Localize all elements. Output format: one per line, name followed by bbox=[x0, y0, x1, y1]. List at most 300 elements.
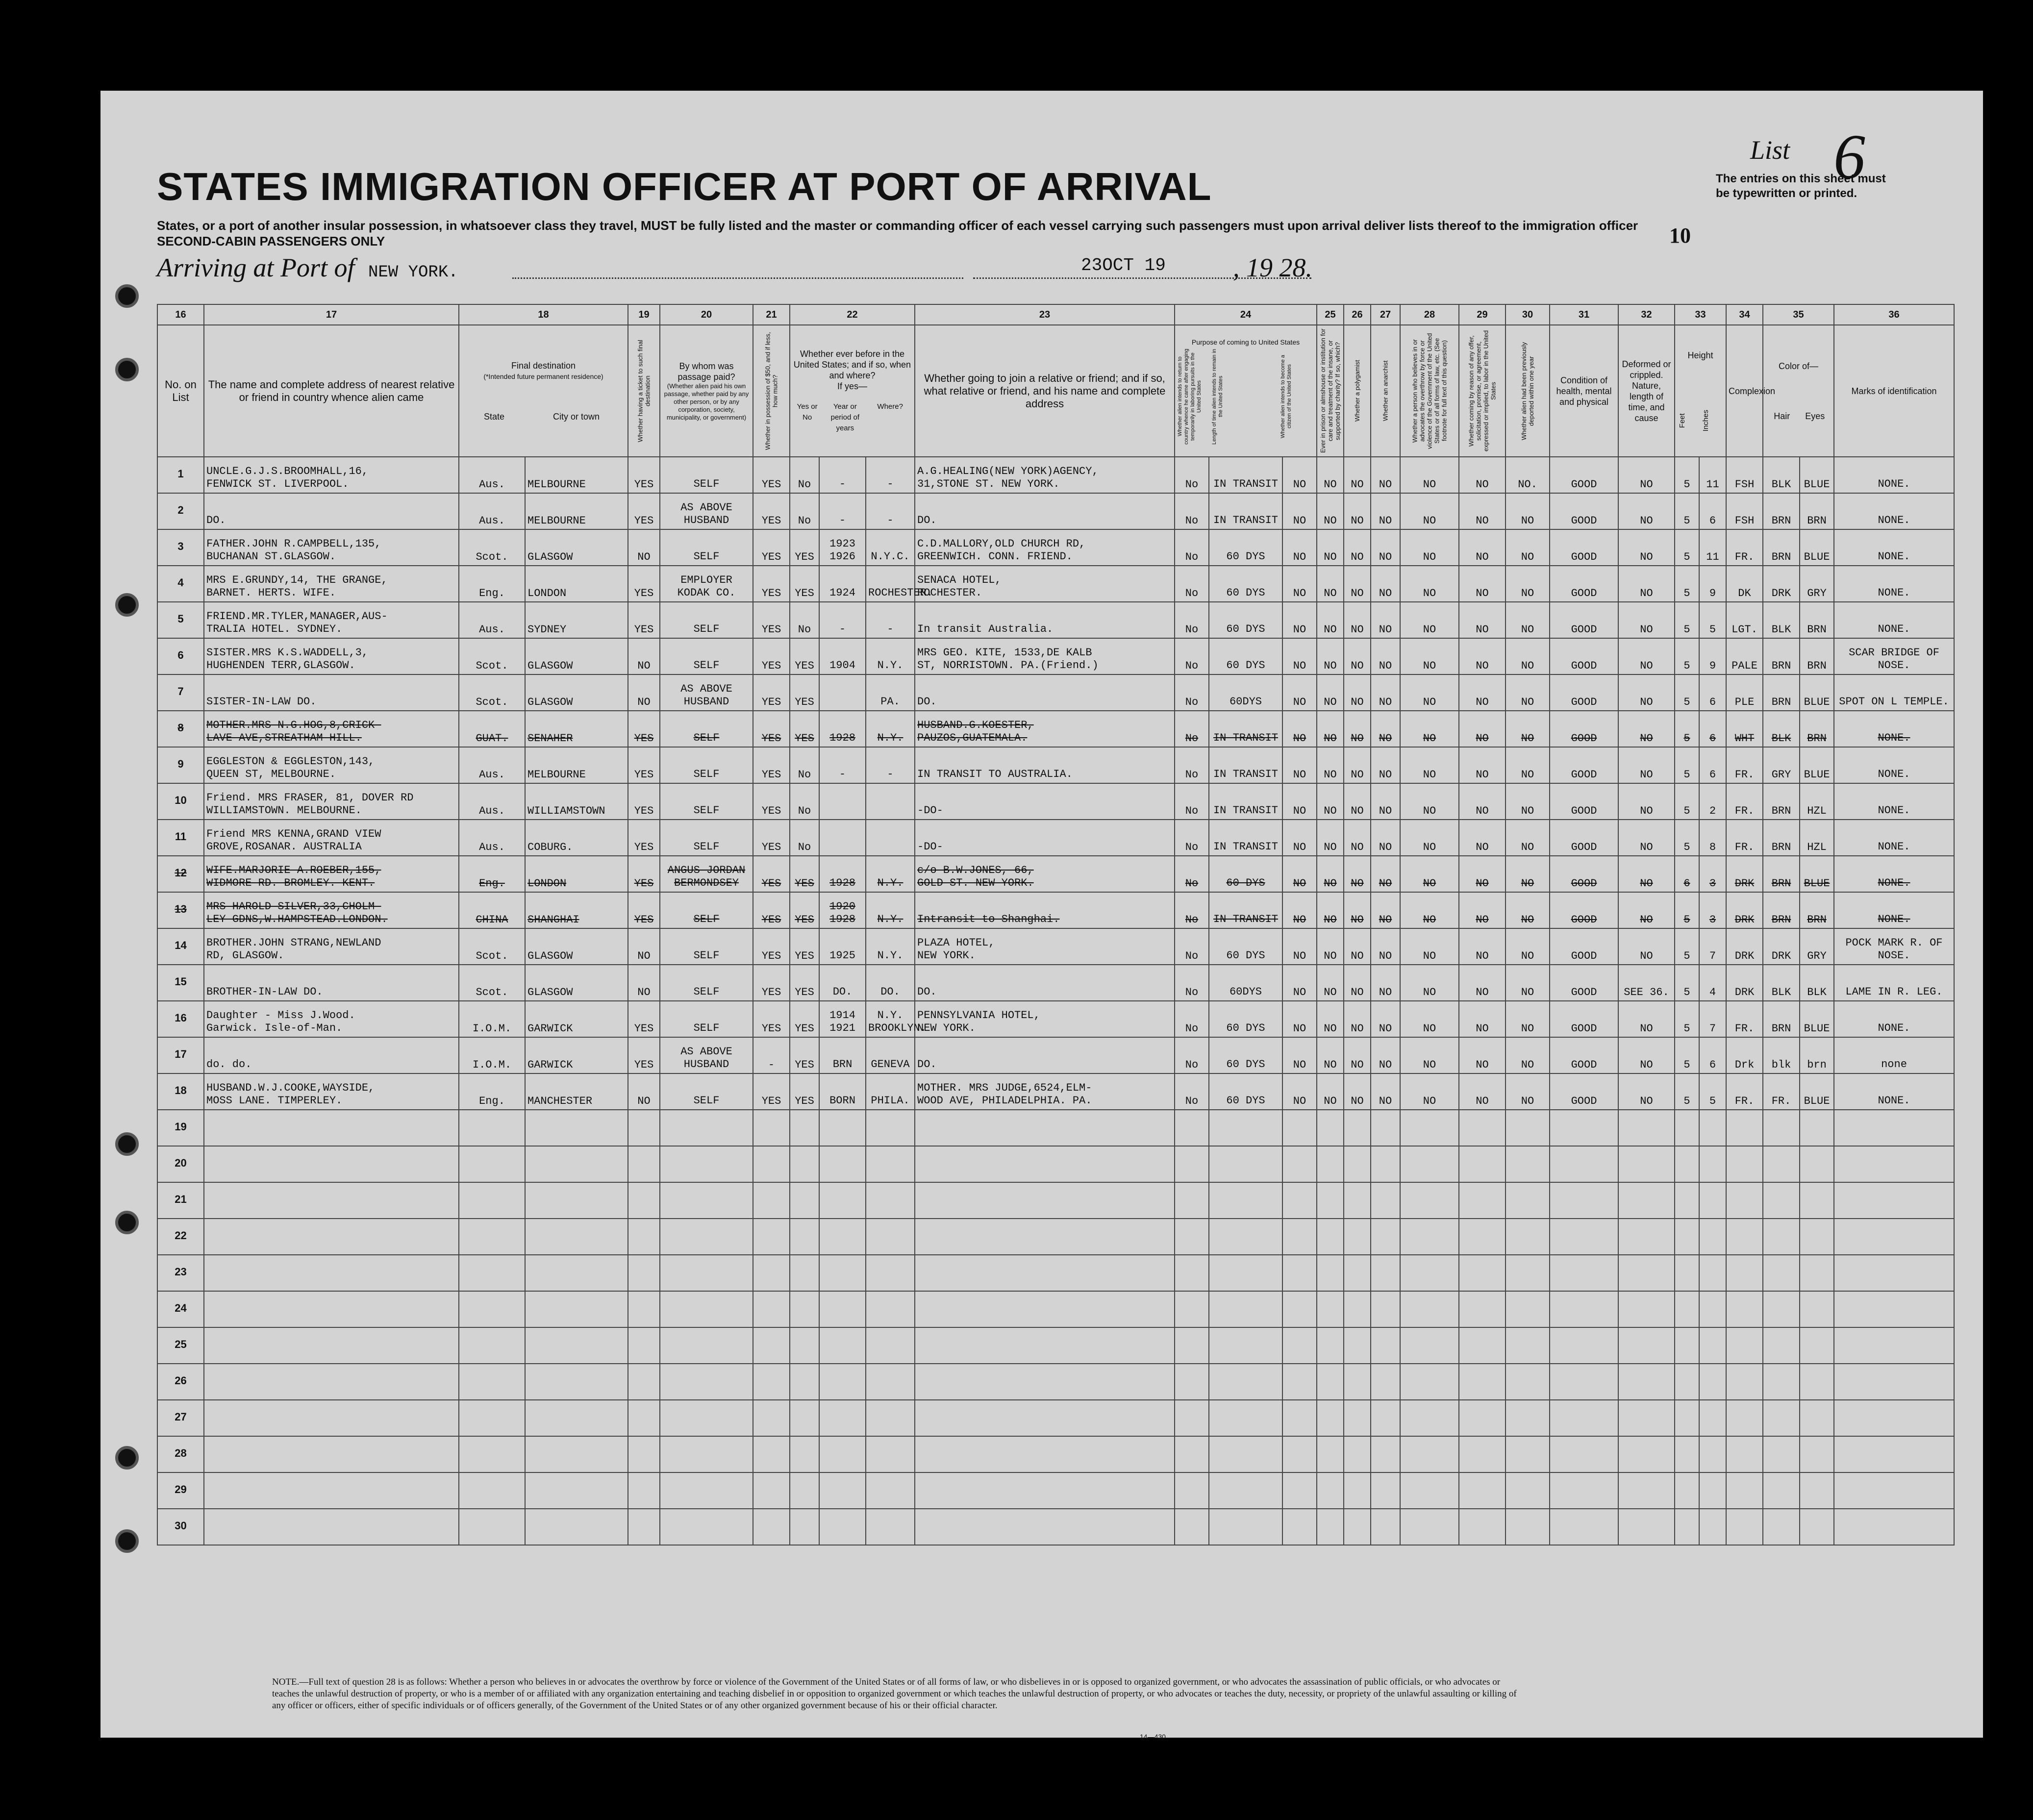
empty-cell bbox=[1675, 1146, 1699, 1182]
cell-line: MRS E.GRUNDY,14, THE GRANGE, bbox=[206, 574, 388, 586]
row-number: 24 bbox=[157, 1291, 204, 1327]
empty-cell bbox=[1618, 1146, 1675, 1182]
empty-cell bbox=[1675, 1182, 1699, 1219]
empty-cell bbox=[1800, 1255, 1834, 1291]
empty-cell bbox=[1175, 1400, 1209, 1436]
empty-cell bbox=[1344, 1146, 1371, 1182]
cell-fifty: YES bbox=[753, 928, 790, 965]
cell-c31: GOOD bbox=[1550, 602, 1618, 638]
cell-before: YES bbox=[790, 1037, 819, 1073]
empty-cell bbox=[1834, 1291, 1954, 1327]
cell-eyes: GRY bbox=[1800, 928, 1834, 965]
cell-line: NEW YORK. bbox=[917, 949, 976, 962]
empty-cell bbox=[1209, 1146, 1282, 1182]
cell-c25: NO bbox=[1317, 747, 1344, 783]
cell-in: 5 bbox=[1699, 1073, 1726, 1110]
empty-cell bbox=[525, 1182, 628, 1219]
empty-cell bbox=[1550, 1255, 1618, 1291]
cell-fifty: - bbox=[753, 1037, 790, 1073]
cell-comp: FR. bbox=[1726, 783, 1763, 820]
empty-cell bbox=[753, 1255, 790, 1291]
empty-cell bbox=[525, 1472, 628, 1509]
empty-cell bbox=[660, 1255, 753, 1291]
cell-c27: NO bbox=[1371, 529, 1400, 566]
column-header-row bbox=[157, 325, 1954, 457]
cell-state: Scot. bbox=[459, 928, 525, 965]
empty-cell bbox=[525, 1400, 628, 1436]
cell-where: N.Y. bbox=[866, 856, 915, 892]
cell-in: 6 bbox=[1699, 493, 1726, 529]
empty-cell bbox=[866, 1182, 915, 1219]
cell-where: - bbox=[866, 457, 915, 493]
cell-comp: FR. bbox=[1726, 747, 1763, 783]
empty-cell bbox=[1763, 1327, 1800, 1364]
column-number: 25 bbox=[1317, 304, 1344, 325]
state-label: State bbox=[483, 411, 505, 422]
cell-where: N.Y.C. bbox=[866, 529, 915, 566]
empty-cell bbox=[915, 1509, 1175, 1545]
cell-city: GLASGOW bbox=[525, 674, 628, 711]
cell-state: GUAT. bbox=[459, 711, 525, 747]
cell-join bbox=[915, 1037, 1175, 1073]
empty-cell bbox=[1282, 1364, 1317, 1400]
cell-c26: NO bbox=[1344, 1001, 1371, 1037]
cell-join bbox=[915, 1073, 1175, 1110]
empty-cell bbox=[1834, 1146, 1954, 1182]
list-label: List bbox=[1750, 135, 1790, 165]
cell-line: ST, NORRISTOWN. PA.(Friend.) bbox=[917, 659, 1099, 672]
cell-line: WILLIAMSTOWN. MELBOURNE. bbox=[206, 804, 362, 817]
cell-comp: DRK bbox=[1726, 856, 1763, 892]
row-number: 29 bbox=[157, 1472, 204, 1509]
empty-cell bbox=[1726, 1400, 1763, 1436]
empty-cell bbox=[1506, 1436, 1550, 1472]
empty-cell bbox=[1800, 1472, 1834, 1509]
cell-comp: DRK bbox=[1726, 892, 1763, 928]
cell-in: 5 bbox=[1699, 602, 1726, 638]
empty-cell bbox=[1400, 1255, 1459, 1291]
empty-cell bbox=[1344, 1509, 1371, 1545]
cell-line: PLAZA HOTEL, bbox=[917, 937, 995, 949]
manifest-table bbox=[157, 304, 1955, 1546]
cell-c32: NO bbox=[1618, 820, 1675, 856]
cell-paid: SELF bbox=[660, 965, 753, 1001]
cell-line: MRS HAROLD SILVER,33,CHOLM- bbox=[206, 900, 381, 913]
cell-eyes: GRY bbox=[1800, 566, 1834, 602]
empty-cell bbox=[525, 1509, 628, 1545]
cell-p2: IN TRANSIT bbox=[1209, 747, 1282, 783]
cell-p3: NO bbox=[1282, 747, 1317, 783]
cell-p3: NO bbox=[1282, 1037, 1317, 1073]
cell-c28: NO bbox=[1400, 965, 1459, 1001]
cell-line: LAVE AVE,STREATHAM HILL. bbox=[206, 732, 362, 744]
cell-p3: NO bbox=[1282, 602, 1317, 638]
empty-cell bbox=[1675, 1472, 1699, 1509]
cell-ft: 5 bbox=[1675, 892, 1699, 928]
empty-cell bbox=[1800, 1182, 1834, 1219]
empty-cell bbox=[1459, 1255, 1506, 1291]
cell-c30: NO bbox=[1506, 529, 1550, 566]
cell-city: WILLIAMSTOWN bbox=[525, 783, 628, 820]
cell-city: GLASGOW bbox=[525, 638, 628, 674]
cell-hair: BLK bbox=[1763, 602, 1800, 638]
column-number: 16 bbox=[157, 304, 204, 325]
cell-p2: 60 DYS bbox=[1209, 638, 1282, 674]
header-polygamist: Whether a polygamist bbox=[1344, 325, 1371, 457]
empty-cell bbox=[1550, 1509, 1618, 1545]
header-final-destination bbox=[459, 325, 628, 457]
cell-fifty: YES bbox=[753, 856, 790, 892]
cell-ft: 5 bbox=[1675, 529, 1699, 566]
cell-c32: NO bbox=[1618, 457, 1675, 493]
empty-cell bbox=[1800, 1146, 1834, 1182]
empty-cell bbox=[1209, 1327, 1282, 1364]
cell-in: 3 bbox=[1699, 856, 1726, 892]
cell-year: 1925 bbox=[819, 928, 866, 965]
cell-eyes: HZL bbox=[1800, 820, 1834, 856]
cell-p1: No bbox=[1175, 711, 1209, 747]
cell-eyes: BLUE bbox=[1800, 1073, 1834, 1110]
cell-p2: 60 DYS bbox=[1209, 602, 1282, 638]
empty-cell bbox=[1506, 1182, 1550, 1219]
cell-join bbox=[915, 711, 1175, 747]
cell-fifty: YES bbox=[753, 747, 790, 783]
empty-cell bbox=[1282, 1472, 1317, 1509]
cell-p2: 60 DYS bbox=[1209, 1037, 1282, 1073]
cell-line: DO. bbox=[917, 514, 937, 526]
cell-c30: NO bbox=[1506, 674, 1550, 711]
empty-cell bbox=[1800, 1400, 1834, 1436]
cell-p2: 60DYS bbox=[1209, 674, 1282, 711]
empty-row bbox=[157, 1400, 1954, 1436]
empty-cell bbox=[1371, 1219, 1400, 1255]
cell-c31: GOOD bbox=[1550, 566, 1618, 602]
empty-cell bbox=[915, 1255, 1175, 1291]
empty-cell bbox=[1834, 1400, 1954, 1436]
cell-hair: BRN bbox=[1763, 783, 1800, 820]
cell-c26: NO bbox=[1344, 602, 1371, 638]
empty-cell bbox=[1317, 1364, 1344, 1400]
empty-cell bbox=[525, 1255, 628, 1291]
cell-where bbox=[866, 783, 915, 820]
empty-cell bbox=[1209, 1400, 1282, 1436]
cell-before: YES bbox=[790, 856, 819, 892]
cell-no: 11 bbox=[157, 820, 204, 856]
cell-line: ROCHESTER. bbox=[917, 587, 982, 599]
empty-cell bbox=[1763, 1472, 1800, 1509]
cell-eyes: HZL bbox=[1800, 783, 1834, 820]
cell-c32: NO bbox=[1618, 638, 1675, 674]
cell-c29: NO bbox=[1459, 1001, 1506, 1037]
cell-paid: SELF bbox=[660, 892, 753, 928]
cell-c28: NO bbox=[1400, 566, 1459, 602]
empty-cell bbox=[866, 1255, 915, 1291]
cell-ft: 5 bbox=[1675, 638, 1699, 674]
empty-cell bbox=[1209, 1436, 1282, 1472]
cell-in: 7 bbox=[1699, 1001, 1726, 1037]
cell-c25: NO bbox=[1317, 602, 1344, 638]
cell-where: N.Y. bbox=[866, 638, 915, 674]
cell-before: YES bbox=[790, 1001, 819, 1037]
empty-cell bbox=[1344, 1219, 1371, 1255]
cell-year: BRN bbox=[819, 1037, 866, 1073]
cell-ft: 5 bbox=[1675, 928, 1699, 965]
footnote: NOTE.—Full text of question 28 is as follows: Whether a person who believes in or advocates the overthrow by force or violence of the Government of the United States or of all forms of law, or who disbelieves in or is opposed to organized government, or who advocates the assassination of public officials, or who advocates or teaches the unlawful destruction of property, or who is a member of or affiliated with any organization entertaining and teaching disbelief in or opposition to organized government or which teaches the unlawful destruction of property, or who advocates or teaches the duty, necessity, or propriety of the unlawful assaulting or killing of any officer or officers, either of specific individuals or of officers generally, of the Government of the United States or of any other organized government because of his or their official character. bbox=[272, 1677, 1517, 1711]
cell-before: No bbox=[790, 820, 819, 856]
empty-cell bbox=[204, 1291, 459, 1327]
cell-fifty: YES bbox=[753, 711, 790, 747]
empty-cell bbox=[1699, 1400, 1726, 1436]
cell-c31: GOOD bbox=[1550, 892, 1618, 928]
empty-cell bbox=[1800, 1436, 1834, 1472]
empty-cell bbox=[1282, 1219, 1317, 1255]
cell-in: 8 bbox=[1699, 820, 1726, 856]
cell-c30: NO bbox=[1506, 638, 1550, 674]
cell-ft: 5 bbox=[1675, 711, 1699, 747]
header-health: Condition of health, mental and physical bbox=[1550, 325, 1618, 457]
empty-cell bbox=[1400, 1327, 1459, 1364]
empty-cell bbox=[915, 1110, 1175, 1146]
cell-c30: NO bbox=[1506, 892, 1550, 928]
cell-c25: NO bbox=[1317, 711, 1344, 747]
cell-comp: FSH bbox=[1726, 493, 1763, 529]
cell-line: WIDMORE RD. BROMLEY. KENT. bbox=[206, 877, 375, 889]
cell-hair: DRK bbox=[1763, 928, 1800, 965]
cell-ft: 5 bbox=[1675, 783, 1699, 820]
cell-before: No bbox=[790, 783, 819, 820]
empty-cell bbox=[1506, 1110, 1550, 1146]
cell-c29: NO bbox=[1459, 602, 1506, 638]
empty-cell bbox=[525, 1364, 628, 1400]
cell-c26: NO bbox=[1344, 566, 1371, 602]
empty-cell bbox=[628, 1509, 660, 1545]
cell-rel bbox=[204, 1001, 459, 1037]
cell-c31: GOOD bbox=[1550, 1037, 1618, 1073]
cell-p3: NO bbox=[1282, 711, 1317, 747]
empty-cell bbox=[660, 1110, 753, 1146]
empty-cell bbox=[819, 1110, 866, 1146]
empty-cell bbox=[1618, 1255, 1675, 1291]
empty-cell bbox=[790, 1182, 819, 1219]
cell-line: -DO- bbox=[917, 841, 943, 853]
header-relative: The name and complete address of nearest relative or friend in country whence alien came bbox=[204, 325, 459, 457]
cell-rel bbox=[204, 1037, 459, 1073]
cell-line: c/o B.W.JONES, 66, bbox=[917, 864, 1034, 876]
empty-cell bbox=[1618, 1364, 1675, 1400]
cell-c26: NO bbox=[1344, 856, 1371, 892]
cell-eyes: BLUE bbox=[1800, 856, 1834, 892]
cell-c26: NO bbox=[1344, 783, 1371, 820]
cell-before: YES bbox=[790, 965, 819, 1001]
cell-eyes: BRN bbox=[1800, 493, 1834, 529]
cell-join bbox=[915, 820, 1175, 856]
row-number: 22 bbox=[157, 1219, 204, 1255]
cell-p3: NO bbox=[1282, 783, 1317, 820]
binder-hole bbox=[115, 593, 139, 617]
cell-line: 31,STONE ST. NEW YORK. bbox=[917, 478, 1060, 490]
cell-join bbox=[915, 965, 1175, 1001]
empty-cell bbox=[819, 1327, 866, 1364]
cell-line: HUGHENDEN TERR,GLASGOW. bbox=[206, 659, 355, 672]
cell-c31: GOOD bbox=[1550, 674, 1618, 711]
table-row bbox=[157, 1073, 1954, 1110]
empty-cell bbox=[1175, 1255, 1209, 1291]
cell-c26: NO bbox=[1344, 747, 1371, 783]
empty-cell bbox=[1175, 1364, 1209, 1400]
before-in-us-label: Whether ever before in the United States; and if so, when and where? bbox=[793, 349, 911, 380]
cell-c27: NO bbox=[1371, 566, 1400, 602]
cell-marks: NONE. bbox=[1834, 820, 1954, 856]
cell-paid: SELF bbox=[660, 928, 753, 965]
cell-c28: NO bbox=[1400, 747, 1459, 783]
cell-comp: DK bbox=[1726, 566, 1763, 602]
cell-comp: FR. bbox=[1726, 529, 1763, 566]
empty-cell bbox=[1618, 1400, 1675, 1436]
cell-line: DO. bbox=[206, 514, 226, 526]
cell-paid: SELF bbox=[660, 602, 753, 638]
table-row bbox=[157, 493, 1954, 529]
cell-p1: No bbox=[1175, 747, 1209, 783]
empty-cell bbox=[819, 1146, 866, 1182]
empty-cell bbox=[1175, 1110, 1209, 1146]
cell-p1: No bbox=[1175, 529, 1209, 566]
cell-c27: NO bbox=[1371, 602, 1400, 638]
cell-marks: LAME IN R. LEG. bbox=[1834, 965, 1954, 1001]
empty-cell bbox=[753, 1327, 790, 1364]
cell-paid: AS ABOVE HUSBAND bbox=[660, 674, 753, 711]
table-row bbox=[157, 674, 1954, 711]
binder-hole bbox=[115, 358, 139, 381]
empty-cell bbox=[790, 1219, 819, 1255]
cell-c30: NO bbox=[1506, 856, 1550, 892]
hair-label: Hair bbox=[1774, 411, 1790, 421]
cell-c28: NO bbox=[1400, 602, 1459, 638]
empty-cell bbox=[1371, 1364, 1400, 1400]
cell-fifty: YES bbox=[753, 1073, 790, 1110]
binder-hole bbox=[115, 1446, 139, 1470]
cell-state: Aus. bbox=[459, 783, 525, 820]
purpose-label: Purpose of coming to United States bbox=[1191, 338, 1300, 346]
empty-cell bbox=[628, 1182, 660, 1219]
empty-cell bbox=[1550, 1436, 1618, 1472]
cell-no: 17 bbox=[157, 1037, 204, 1073]
cell-paid: SELF bbox=[660, 457, 753, 493]
empty-cell bbox=[1550, 1472, 1618, 1509]
cell-c26: NO bbox=[1344, 892, 1371, 928]
empty-cell bbox=[1618, 1182, 1675, 1219]
cell-p3: NO bbox=[1282, 1001, 1317, 1037]
empty-cell bbox=[1459, 1182, 1506, 1219]
cell-p3: NO bbox=[1282, 856, 1317, 892]
cell-comp: PLE bbox=[1726, 674, 1763, 711]
cell-year bbox=[819, 674, 866, 711]
binder-hole bbox=[115, 1529, 139, 1553]
cell-c27: NO bbox=[1371, 638, 1400, 674]
empty-cell bbox=[866, 1364, 915, 1400]
empty-cell bbox=[628, 1219, 660, 1255]
cell-p3: NO bbox=[1282, 566, 1317, 602]
cell-in: 6 bbox=[1699, 1037, 1726, 1073]
cell-year: 1923 1926 bbox=[819, 529, 866, 566]
cell-c28: NO bbox=[1400, 711, 1459, 747]
table-row bbox=[157, 928, 1954, 965]
sheet-number: 10 bbox=[1669, 224, 1691, 248]
cell-c31: GOOD bbox=[1550, 747, 1618, 783]
cell-ft: 5 bbox=[1675, 747, 1699, 783]
header-passage-paid bbox=[660, 325, 753, 457]
header-fifty-dollars: Whether in possession of $50, and if less, how much? bbox=[753, 325, 790, 457]
cell-paid: SELF bbox=[660, 711, 753, 747]
empty-cell bbox=[1675, 1291, 1699, 1327]
list-number: 6 bbox=[1833, 122, 1865, 192]
table-row bbox=[157, 566, 1954, 602]
cell-c29: NO bbox=[1459, 965, 1506, 1001]
column-number: 20 bbox=[660, 304, 753, 325]
empty-cell bbox=[1675, 1110, 1699, 1146]
header-purpose bbox=[1175, 325, 1317, 457]
empty-row bbox=[157, 1327, 1954, 1364]
cell-ticket: YES bbox=[628, 1001, 660, 1037]
cell-in: 11 bbox=[1699, 457, 1726, 493]
cell-ticket: NO bbox=[628, 529, 660, 566]
empty-cell bbox=[915, 1436, 1175, 1472]
cell-c27: NO bbox=[1371, 892, 1400, 928]
cell-city: GLASGOW bbox=[525, 529, 628, 566]
cell-ft: 6 bbox=[1675, 856, 1699, 892]
cell-year bbox=[819, 783, 866, 820]
empty-cell bbox=[1371, 1472, 1400, 1509]
cell-comp: LGT. bbox=[1726, 602, 1763, 638]
cell-line: Intransit to Shanghai. bbox=[917, 913, 1060, 925]
header-question-28: Whether a person who believes in or advocates the overthrow by force or violence of the Government of the United States or of all forms of law, etc. (See footnote for full text of this question) bbox=[1400, 325, 1459, 457]
column-number: 35 bbox=[1763, 304, 1834, 325]
cell-city: MELBOURNE bbox=[525, 457, 628, 493]
empty-row bbox=[157, 1364, 1954, 1400]
header-joining: Whether going to join a relative or friend; and if so, what relative or friend, and his name and complete address bbox=[915, 325, 1175, 457]
empty-cell bbox=[1459, 1110, 1506, 1146]
cell-c26: NO bbox=[1344, 1037, 1371, 1073]
empty-cell bbox=[866, 1509, 915, 1545]
empty-cell bbox=[459, 1472, 525, 1509]
empty-cell bbox=[1800, 1219, 1834, 1255]
cell-join bbox=[915, 892, 1175, 928]
cell-before: YES bbox=[790, 529, 819, 566]
empty-cell bbox=[790, 1509, 819, 1545]
cell-where: N.Y. BROOKLYN. bbox=[866, 1001, 915, 1037]
empty-cell bbox=[1834, 1364, 1954, 1400]
empty-cell bbox=[1834, 1110, 1954, 1146]
empty-cell bbox=[1209, 1291, 1282, 1327]
empty-cell bbox=[1282, 1400, 1317, 1436]
empty-cell bbox=[1209, 1509, 1282, 1545]
empty-cell bbox=[459, 1291, 525, 1327]
cell-state: Eng. bbox=[459, 856, 525, 892]
empty-cell bbox=[1675, 1436, 1699, 1472]
empty-cell bbox=[1459, 1509, 1506, 1545]
yes-no-label: Yes or No bbox=[797, 402, 818, 422]
empty-cell bbox=[1550, 1364, 1618, 1400]
cell-city: MELBOURNE bbox=[525, 493, 628, 529]
empty-cell bbox=[753, 1146, 790, 1182]
cell-no: 15 bbox=[157, 965, 204, 1001]
empty-cell bbox=[1175, 1436, 1209, 1472]
empty-cell bbox=[459, 1327, 525, 1364]
cell-c29: NO bbox=[1459, 1037, 1506, 1073]
cell-p1: No bbox=[1175, 928, 1209, 965]
row-number: 25 bbox=[157, 1327, 204, 1364]
empty-cell bbox=[753, 1472, 790, 1509]
cell-p3: NO bbox=[1282, 820, 1317, 856]
